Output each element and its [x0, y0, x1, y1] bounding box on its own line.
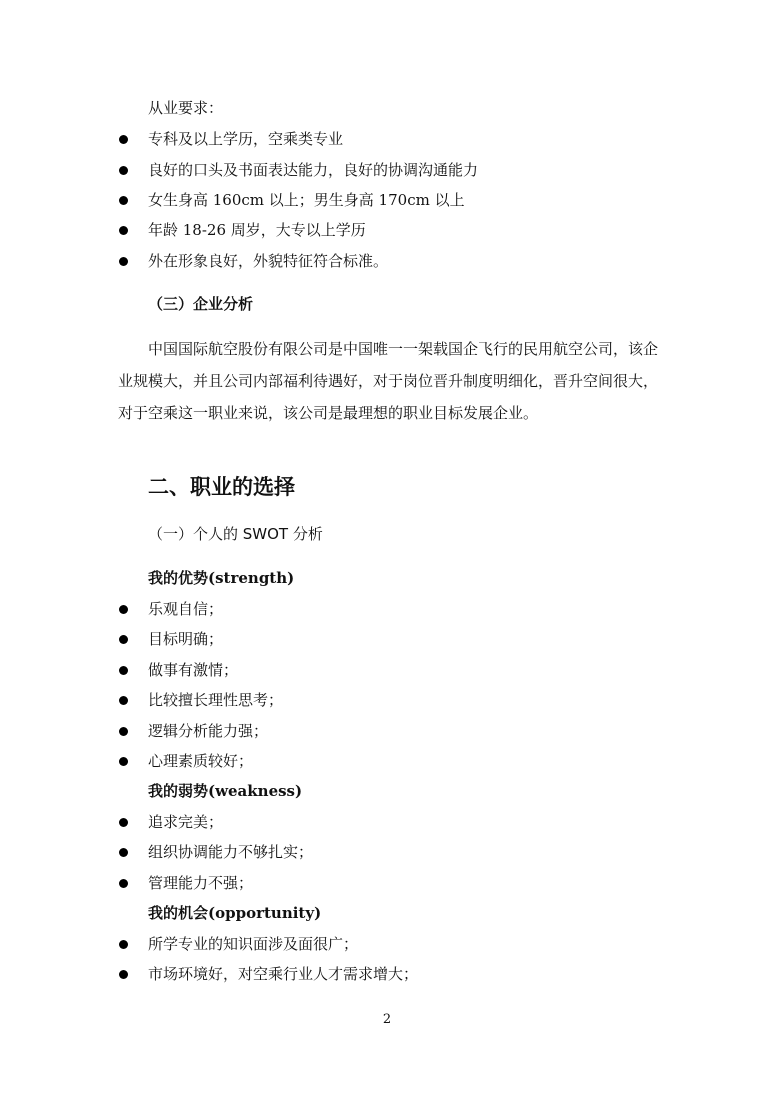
- list-item: 年龄 18-26 周岁，大专以上学历: [148, 221, 366, 239]
- bullet-icon: [119, 135, 128, 144]
- opportunities-label: 我的机会(opportunity): [148, 904, 322, 922]
- requirements-label: 从业要求：: [148, 99, 224, 117]
- bullet-icon: [119, 166, 128, 175]
- bullet-icon: [119, 848, 128, 857]
- list-item: 市场环境好，对空乘行业人才需求增大；: [148, 965, 419, 983]
- list-item: 管理能力不强；: [148, 874, 254, 892]
- list-item: 心理素质较好；: [148, 752, 254, 770]
- list-item: 比较擅长理性思考；: [148, 691, 284, 709]
- list-item: 所学专业的知识面涉及面很广；: [148, 935, 359, 953]
- list-item: 良好的口头及书面表达能力，良好的协调沟通能力: [148, 161, 479, 179]
- page-number: 2: [382, 1012, 392, 1027]
- company-paragraph: 中国国际航空股份有限公司是中国唯一一架载国企飞行的民用航空公司，该企业规模大，并且公司内部福利待遇好，对于岗位晋升制度明细化，晋升空间很大，对于空乘这一职业来说，该公司是最理想的职业目标发展企业。: [118, 340, 659, 422]
- bullet-icon: [119, 818, 128, 827]
- list-item: 女生身高 160cm 以上；男生身高 170cm 以上: [148, 191, 465, 209]
- bullet-icon: [119, 940, 128, 949]
- list-item: 乐观自信；: [148, 600, 224, 618]
- bullet-icon: [119, 727, 128, 736]
- strengths-label: 我的优势(strength): [148, 569, 295, 587]
- list-item: 做事有激情；: [148, 661, 239, 679]
- bullet-icon: [119, 879, 128, 888]
- bullet-icon: [119, 257, 128, 266]
- bullet-icon: [119, 666, 128, 675]
- swot-subheading: （一）个人的 SWOT 分析: [148, 525, 323, 543]
- company-heading: （三）企业分析: [148, 295, 254, 313]
- list-item: 追求完美；: [148, 813, 224, 831]
- list-item: 组织协调能力不够扎实；: [148, 843, 314, 861]
- bullet-icon: [119, 696, 128, 705]
- bullet-icon: [119, 970, 128, 979]
- bullet-icon: [119, 196, 128, 205]
- list-item: 专科及以上学历，空乘类专业: [148, 130, 344, 148]
- bullet-icon: [119, 226, 128, 235]
- section-title: 二、职业的选择: [148, 475, 295, 499]
- list-item: 目标明确；: [148, 630, 224, 648]
- list-item: 逻辑分析能力强；: [148, 722, 269, 740]
- bullet-icon: [119, 635, 128, 644]
- bullet-icon: [119, 757, 128, 766]
- list-item: 外在形象良好，外貌特征符合标准。: [148, 252, 389, 270]
- weaknesses-label: 我的弱势(weakness): [148, 782, 303, 800]
- bullet-icon: [119, 605, 128, 614]
